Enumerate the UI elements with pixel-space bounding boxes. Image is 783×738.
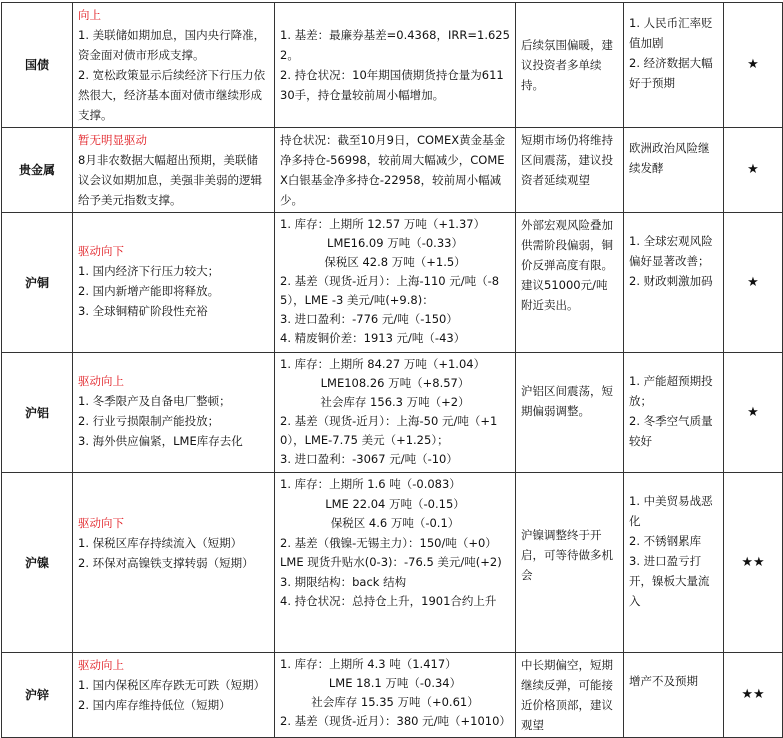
data-item: LME108.26 万吨（+8.57） [320,376,470,390]
table-row [2,653,783,738]
commodity-name: 沪铜 [2,213,73,353]
commodity-name: 沪镍 [2,473,73,653]
table-row [2,473,783,653]
view-cell: 中长期偏空，短期继续反弹，可能接近价格顶部，建议观望 [516,653,624,738]
data-item: LME16.09 万吨（-0.33） [327,236,463,250]
data-item: 4. 持仓状况：总持仓上升，1901合约上升 [280,594,497,608]
table-row [2,353,783,473]
data-item: 1. 库存：上期所 1.6 吨（-0.083） [280,477,461,491]
commodity-name: 贵金属 [2,128,73,213]
driver-cell [73,653,275,738]
driver-item: 8月非农数据大幅超出预期，美联储议会议如期加息，美强非美弱的逻辑给予美元指数支撑。 [78,153,262,207]
data-cell [275,653,516,738]
data-item: 社会库存 15.35 万吨（+0.61） [311,695,479,709]
risk-cell: 1. 中美贸易战恶化 2. 不锈钢累库 3. 进口盈亏打开，镍板大量流入 [624,473,724,653]
data-item: 2. 基差（现货-近月）：380 元/吨（+1010） [280,714,511,728]
driver-item: 1. 美联储如期加息，国内央行降准，资金面对债市形成支撑。 [78,28,266,62]
driver-item: 2. 宽松政策显示后续经济下行压力依然很大，经济基本面对债市继续形成支撑。 [78,68,266,122]
data-item: 保税区 42.8 万吨（+1.5） [324,255,466,269]
rating-stars: ★ [724,128,783,213]
driver-cell [73,128,275,213]
risk-cell: 增产不及预期 [624,653,724,738]
view-cell: 外部宏观风险叠加供需阶段偏弱，铜价反弹高度有限。建议51000元/吨附近卖出。 [516,213,624,353]
data-cell [275,213,516,353]
data-cell [275,128,516,213]
rating-stars: ★ [724,213,783,353]
data-item: 1. 库存：上期所 84.27 万吨（+1.04） [280,357,486,371]
data-item: 1. 库存：上期所 12.57 万吨（+1.37） [280,217,486,231]
rating-stars: ★ [724,3,783,128]
commodity-name: 国债 [2,3,73,128]
driver-cell [73,213,275,353]
data-item: 持仓状况：截至10月9日，COMEX黄金基金净多持仓-56998，较前周大幅减少，COMEX白银基金净多持仓-22958，较前周小幅减少。 [280,133,506,207]
driver-cell [73,3,275,128]
rating-stars: ★★ [724,473,783,653]
data-item: 保税区 4.6 万吨（-0.1） [330,516,460,530]
driver-direction: 驱动向上 [78,374,124,388]
data-cell [275,353,516,473]
driver-direction: 驱动向上 [78,658,124,672]
view-cell: 短期市场仍将维持区间震荡，建议投资者延续观望 [516,128,624,213]
data-item: 2. 基差（现货-近月）：上海-50 元/吨（+10），LME-7.75 美元（+1.25）； [280,414,498,447]
data-item: 社会库存 156.3 万吨（+2） [320,395,470,409]
data-item: LME 现货升贴水(0-3)：-76.5 美元/吨(+2) [280,555,502,569]
risk-cell: 欧洲政治风险继续发酵 [624,128,724,213]
data-item: 1. 库存：上期所 4.3 吨（1.417） [280,657,457,671]
data-item: 3. 期限结构：back 结构 [280,574,407,589]
table-row [2,3,783,128]
data-item: 3. 进口盈利：-3067 元/吨（-10） [280,452,458,466]
data-item: LME 22.04 万吨（-0.15） [325,496,465,511]
rating-stars: ★ [724,353,783,473]
driver-direction: 暂无明显驱动 [78,133,147,147]
rating-stars: ★★ [724,653,783,738]
risk-cell: 1. 产能超预期投放； 2. 冬季空气质量较好 [624,353,724,473]
driver-item: 2. 环保对高镍铁支撑转弱（短期） [78,556,254,570]
data-item: LME 18.1 万吨（-0.34） [328,676,462,690]
driver-direction: 向上 [78,8,101,22]
data-item: 3. 进口盈利：-776 元/吨（-150） [280,312,458,326]
view-cell: 后续氛围偏暖，建议投资者多单续持。 [516,3,624,128]
driver-item: 1. 保税区库存持续流入（短期） [78,536,243,550]
driver-item: 1. 国内经济下行压力较大； [78,264,220,278]
driver-item: 2. 国内库存维持低位（短期） [78,698,231,712]
data-item: 4. 精废铜价差：1913 元/吨（-43） [280,331,466,345]
data-item: 2. 基差（现货-近月）：上海-110 元/吨（-85），LME -3 美元/吨(+9.8)： [280,274,500,307]
commodity-name: 沪锌 [2,653,73,738]
driver-item: 2. 国内新增产能即将释放。 [78,284,220,298]
driver-direction: 驱动向下 [78,516,124,530]
driver-cell [73,473,275,653]
risk-cell: 1. 全球宏观风险偏好显著改善； 2. 财政刺激加码 [624,213,724,353]
table-row [2,128,783,213]
view-cell: 沪镍调整终于开启，可等待做多机会 [516,473,624,653]
data-item: 1. 基差：最廉券基差=0.4368，IRR=1.6252。 [280,28,510,62]
futures-strategy-table [1,2,783,738]
driver-item: 2. 行业亏损限制产能投放； [78,414,220,428]
data-item: 2. 基差（俄镍-无锡主力）：150/吨（+0） [280,535,497,550]
driver-item: 3. 全球铜精矿阶段性充裕 [78,304,208,318]
commodity-name: 沪铝 [2,353,73,473]
data-cell [275,473,516,653]
driver-item: 1. 冬季限产及自备电厂整顿； [78,394,231,408]
driver-cell [73,353,275,473]
driver-item: 3. 海外供应偏紧，LME库存去化 [78,434,243,448]
view-cell: 沪铝区间震荡，短期偏弱调整。 [516,353,624,473]
driver-item: 1. 国内保税区库存跌无可跌（短期） [78,678,266,692]
data-cell [275,3,516,128]
table-row [2,213,783,353]
risk-cell: 1. 人民币汇率贬值加剧 2. 经济数据大幅好于预期 [624,3,724,128]
data-item: 2. 持仓状况：10年期国债期货持仓量为61130手，持仓量较前周小幅增加。 [280,68,504,102]
driver-direction: 驱动向下 [78,244,124,258]
